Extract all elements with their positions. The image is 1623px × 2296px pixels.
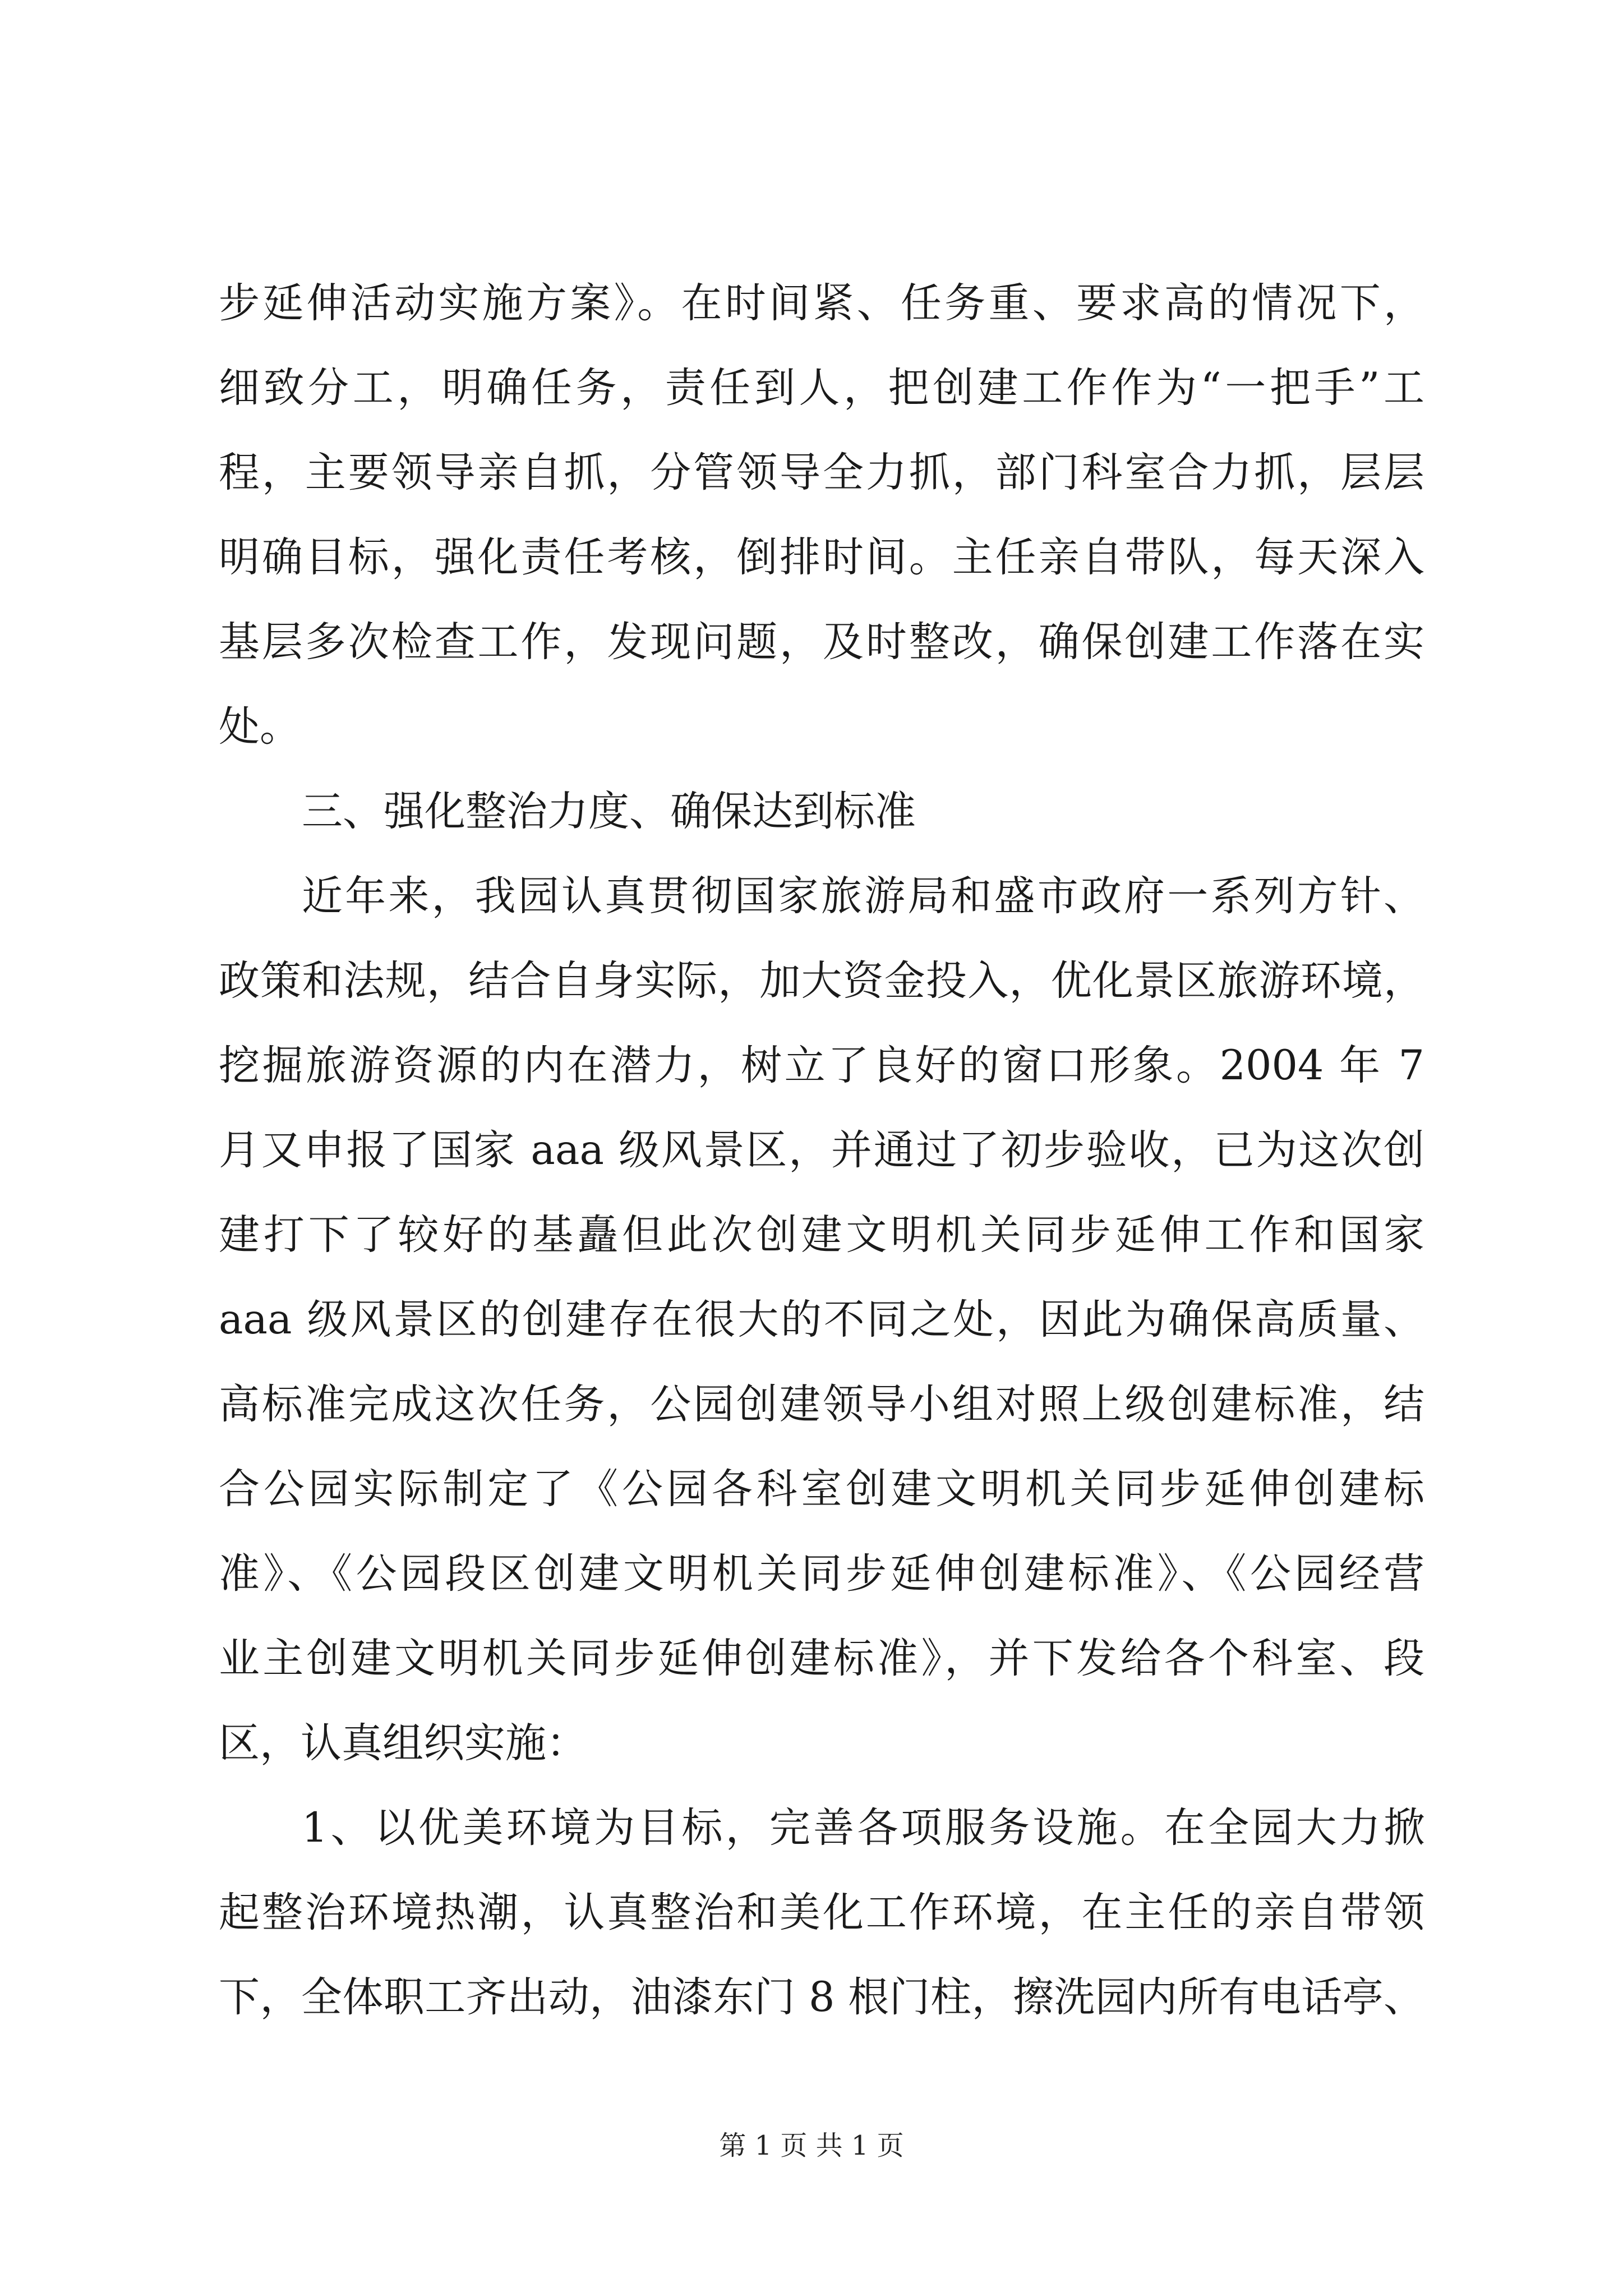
text-line: 细致分工，明确任务，责任到人，把创建工作作为“一把手”工 [219,364,1424,412]
text-line: 明确目标，强化责任考核，倒排时间。主任亲自带队，每天深入 [219,533,1424,581]
text-line: 合公园实际制定了《公园各科室创建文明机关同步延伸创建标 [219,1465,1424,1513]
text-line: 月又申报了国家 aaa 级风景区，并通过了初步验收，已为这次创 [219,1126,1424,1174]
text-line: 起整治环境热潮，认真整治和美化工作环境，在主任的亲自带领 [219,1889,1424,1936]
text-line: 准》、《公园段区创建文明机关同步延伸创建标准》、《公园经营 [219,1550,1424,1598]
text-line: 三、强化整治力度、确保达到标准 [302,788,916,835]
text-line: aaa 级风景区的创建存在很大的不同之处，因此为确保高质量、 [219,1296,1424,1343]
text-line: 下，全体职工齐出动，油漆东门 8 根门柱，擦洗园内所有电话亭、 [219,1973,1424,2021]
text-line: 近年来，我园认真贯彻国家旅游局和盛市政府一系列方针、 [302,872,1424,920]
text-line: 处。 [219,703,301,751]
text-line: 业主创建文明机关同步延伸创建标准》，并下发给各个科室、段 [219,1635,1424,1682]
text-line: 区，认真组织实施： [219,1719,587,1767]
page-footer: 第 1 页 共 1 页 [719,2130,904,2161]
text-line: 程，主要领导亲自抓，分管领导全力抓，部门科室合力抓，层层 [219,449,1424,496]
text-line: 基层多次检查工作，发现问题，及时整改，确保创建工作落在实 [219,618,1424,666]
text-line: 建打下了较好的基矗但此次创建文明机关同步延伸工作和国家 [219,1211,1424,1259]
text-line: 步延伸活动实施方案》。在时间紧、任务重、要求高的情况下， [219,279,1424,327]
text-line: 1、以优美环境为目标，完善各项服务设施。在全园大力掀 [302,1804,1424,1852]
text-line: 挖掘旅游资源的内在潜力，树立了良好的窗口形象。2004 年 7 [219,1042,1424,1089]
document-body [219,261,1424,2040]
text-line: 高标准完成这次任务，公园创建领导小组对照上级创建标准，结 [219,1381,1424,1428]
text-line: 政策和法规，结合自身实际，加大资金投入，优化景区旅游环境， [219,957,1424,1005]
